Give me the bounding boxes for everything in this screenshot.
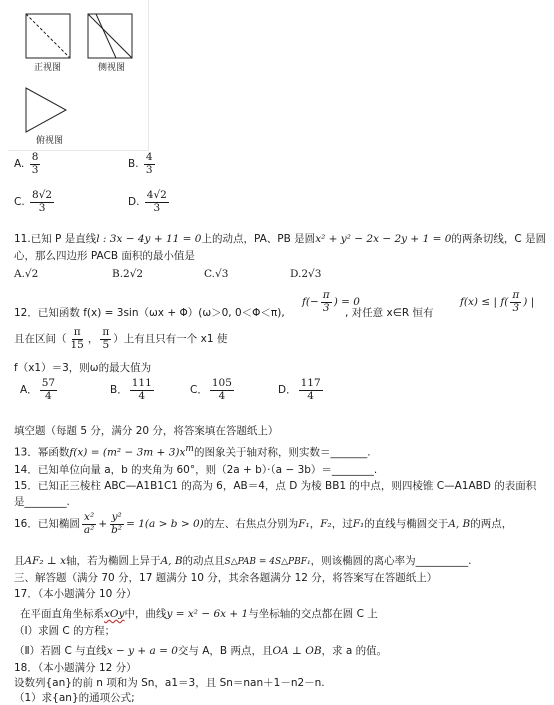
front-view-label: 正视图 xyxy=(34,63,62,73)
q10-option-c: C. $\frac{8√2}{3}$ xyxy=(14,189,53,214)
q17-line-equation: x − y + a = 0 xyxy=(106,645,178,657)
top-view-shape xyxy=(26,88,66,132)
q12-stem: 12．已知函数 f(x) = 3sin（ωx + Φ）(ω＞0, 0＜Φ＜π), xyxy=(14,307,285,319)
q12-interval: 且在区间（ $\frac{\pi}{15}$ ， $\frac{\pi}{5}$ ）上有且只有一个 x1 使 xyxy=(14,326,228,351)
q14: 14．已知单位向量 a，b 的夹角为 60°，则（2a + b）·（a − 3b）＝________. xyxy=(14,464,378,476)
q11-stem: 11.已知 P 是直线l : 3x − 4y + 11 = 0上的动点，PA、PB 是圆x² + y² − 2x − 2y + 1 = 0的两条切线，C 是圆 xyxy=(14,233,547,245)
q10-option-a: A. $\frac{8}{3}$ xyxy=(14,151,39,176)
q18-line2: （1）求{an}的通项公式; xyxy=(14,692,135,704)
q10-a-fraction: $\frac{8}{3}$ xyxy=(31,151,39,176)
q10-d-fraction: $\frac{4√2}{3}$ xyxy=(146,189,167,214)
q13: 13．幂函数$f(x) = (m^2 - 3m + 3)x^m$的图象关于轴对称，则实数＝_______. xyxy=(14,444,371,459)
q12-option-c: C． $\frac{105}{4}$ xyxy=(190,377,232,402)
q17-line1: 在平面直角坐标系xOy中，曲线y = x² − 6x + 1与坐标轴的交点都在圆 C 上 xyxy=(20,608,378,620)
three-view-drawing xyxy=(8,0,148,150)
fill-in-header: 填空题（每题 5 分，满分 20 分，将答案填在答题纸上） xyxy=(14,425,279,437)
q11-circle-equation: x² + y² − 2x − 2y + 1 = 0 xyxy=(315,233,452,245)
q12-condition-fraction: $\frac{\pi}{3}$ xyxy=(322,289,330,314)
q15-line2: 是________. xyxy=(14,496,70,508)
q18-line1: 设数列{an}的前 n 项和为 Sn，a1＝3，且 Sn＝nan＋1－n2－n. xyxy=(14,677,325,689)
q16-x-fraction: $\frac{\text{x²}}{\text{a²}}$ xyxy=(83,511,95,536)
side-view-shape xyxy=(88,14,132,58)
q17-perp: OA ⊥ OB xyxy=(272,645,322,657)
q17-curve: y = x² − 6x + 1 xyxy=(166,608,249,620)
q11-option-b: B.2√2 xyxy=(112,268,144,280)
q13-expression: f(x) = (m² − 3m + 3)x xyxy=(69,446,186,459)
q11-option-c: C.√3 xyxy=(204,268,229,280)
q16-line1: 16．已知椭圆 $\frac{\text{x²}}{\text{a²}}$ + $\frac{\text{y²}}{\text{b²}}$ = 1(a > b > 0)的左、右焦点分别为F₁，F₂，过F₁的直线与椭圆交于A, B的两点， xyxy=(14,511,513,536)
q12-condition: f(− $\frac{\pi}{3}$ ) = 0 xyxy=(302,289,360,314)
q11-option-d: D.2√3 xyxy=(290,268,322,280)
q17-line3: （Ⅱ）若圆 C 与直线x − y + a = 0交与 A，B 两点，且OA ⊥ OB，求 a 的值。 xyxy=(14,645,388,657)
three-view-figure xyxy=(8,0,149,151)
q10-c-fraction: $\frac{8√2}{3}$ xyxy=(32,189,53,214)
q11-line-equation: l : 3x − 4y + 11 = 0 xyxy=(96,233,202,245)
q10-option-d: D. $\frac{4√2}{3}$ xyxy=(128,189,167,214)
q12-inequality-fraction: $\frac{\pi}{3}$ xyxy=(512,289,520,314)
q12-line3: f（x1）＝3，则ω的最大值为 xyxy=(14,362,152,374)
q12-interval-frac2: $\frac{\pi}{5}$ xyxy=(102,326,110,351)
top-view-label: 俯视图 xyxy=(36,136,64,146)
q17-line2: （Ⅰ）求圆 C 的方程； xyxy=(14,625,116,637)
q12-inequality: f(x) ≤ | f( $\frac{\pi}{3}$ ) | xyxy=(460,289,535,314)
q12-interval-frac1: $\frac{\pi}{15}$ xyxy=(70,326,84,351)
q12-option-b: B． $\frac{111}{4}$ xyxy=(110,377,152,402)
q10-option-b: B. $\frac{4}{3}$ xyxy=(128,151,153,176)
q18-head: 18．（本小题满分 12 分） xyxy=(14,662,137,674)
q12-option-d: D． $\frac{117}{4}$ xyxy=(278,377,321,402)
q15-line1: 15．已知正三棱柱 ABC—A1B1C1 的高为 6，AB＝4，点 D 为棱 BB1 的中点，则四棱锥 C—A1ABD 的表面积 xyxy=(14,480,537,492)
side-view-label: 侧视图 xyxy=(98,63,126,73)
q11-option-a: A.√2 xyxy=(14,268,39,280)
front-view-shape xyxy=(26,14,70,58)
q16-line2: 且AF₂ ⊥ x轴，若为椭圆上异于A, B的动点且S△PAB = 4S△PBF₁，则该椭圆的离心率为__________. xyxy=(14,555,472,567)
solve-header: 三、解答题（满分 70 分，17 题满分 10 分，其余各题满分 12 分，将答案写在答题纸上） xyxy=(14,572,438,584)
q12-option-a: A． $\frac{57}{4}$ xyxy=(20,377,56,402)
q17-head: 17．（本小题满分 10 分） xyxy=(14,588,137,600)
q10-b-fraction: $\frac{4}{3}$ xyxy=(145,151,153,176)
q17-xoy: xOy xyxy=(104,608,125,620)
q12-stem-b: , 对任意 x∈R 恒有 xyxy=(345,307,434,319)
q16-y-fraction: $\frac{\text{y²}}{\text{b²}}$ xyxy=(111,511,123,536)
q11-stem-line2: 心，那么四边形 PACB 面积的最小值是 xyxy=(14,250,195,262)
